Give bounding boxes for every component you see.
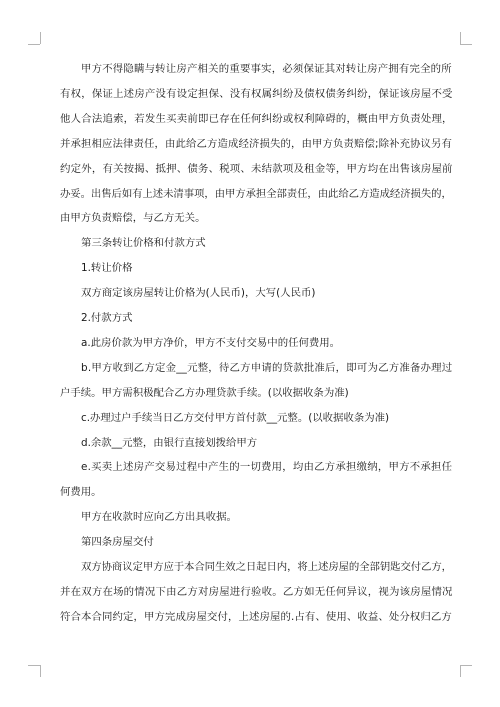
document-line: e.买卖上述房产交易过程中产生的一切费用，均由乙方承担缴纳，甲方不承担任 bbox=[81, 461, 453, 474]
document-line: 他人合法追索，若发生买卖前即已存在任何纠纷或权利障碍的，概由甲方负责处理， bbox=[60, 112, 453, 125]
crop-mark-top-right-h bbox=[460, 44, 472, 45]
document-line: 并承担相应法律责任，由此给乙方造成经济损失的，由甲方负责赔偿;除补充协议另有 bbox=[60, 137, 453, 150]
document-line: 2.付款方式 bbox=[81, 312, 133, 324]
crop-mark-bottom-left-h bbox=[28, 665, 40, 666]
document-line: 何费用。 bbox=[60, 486, 102, 499]
document-line: 1.转让价格 bbox=[81, 262, 133, 275]
document-line: 户手续。甲方需积极配合乙方办理贷款手续。(以收据收条为准) bbox=[60, 386, 349, 399]
document-line: 双方商定该房屋转让价格为(人民币)，大写(人民币) bbox=[81, 287, 316, 300]
document-line: a.此房价款为甲方净价，甲方不支付交易中的任何费用。 bbox=[81, 336, 341, 349]
document-line: 第四条房屋交付 bbox=[81, 536, 154, 549]
document-line: 约定外，有关按揭、抵押、债务、税项、未结款项及租金等，甲方均在出售该房屋前 bbox=[60, 162, 453, 175]
crop-mark-bottom-right-h bbox=[460, 665, 472, 666]
document-line: 由甲方负责赔偿，与乙方无关。 bbox=[60, 212, 206, 225]
crop-mark-bottom-left-v bbox=[40, 665, 41, 677]
document-line: 并在双方在场的情况下由乙方对房屋进行验收。乙方如无任何异议，视为该房屋情况 bbox=[60, 585, 453, 598]
document-line: 双方协商议定甲方应于本合同生效之日起日内，将上述房屋的全部钥匙交付乙方， bbox=[81, 561, 452, 573]
document-line: 第三条转让价格和付款方式 bbox=[81, 237, 206, 250]
document-line: c.办理过户手续当日乙方交付甲方首付款__元整。(以收据收条为准) bbox=[81, 411, 390, 424]
document-line: 符合本合同约定，甲方完成房屋交付，上述房屋的.占有、使用、收益、处分权归乙方 bbox=[60, 610, 452, 623]
document-line: 办妥。出售后如有上述未清事项，由甲方承担全部责任，由此给乙方造成经济损失的， bbox=[60, 187, 452, 200]
crop-mark-top-left-h bbox=[28, 44, 40, 45]
document-line: b.甲方收到乙方定金__元整，待乙方申请的贷款批准后，即可为乙方准备办理过 bbox=[81, 361, 453, 374]
crop-mark-top-left-v bbox=[40, 32, 41, 44]
document-line: 甲方在收款时应向乙方出具收据。 bbox=[81, 511, 237, 524]
crop-mark-bottom-right-v bbox=[460, 665, 461, 677]
document-line: d.余款__元整，由银行直接划拨给甲方 bbox=[81, 436, 258, 449]
document-line: 甲方不得隐瞒与转让房产相关的重要事实，必须保证其对转让房产拥有完全的所 bbox=[81, 63, 452, 75]
document-line: 有权，保证上述房产没有设定担保、没有权属纠纷及债权债务纠纷，保证该房屋不受 bbox=[60, 87, 453, 100]
crop-mark-top-right-v bbox=[460, 32, 461, 44]
